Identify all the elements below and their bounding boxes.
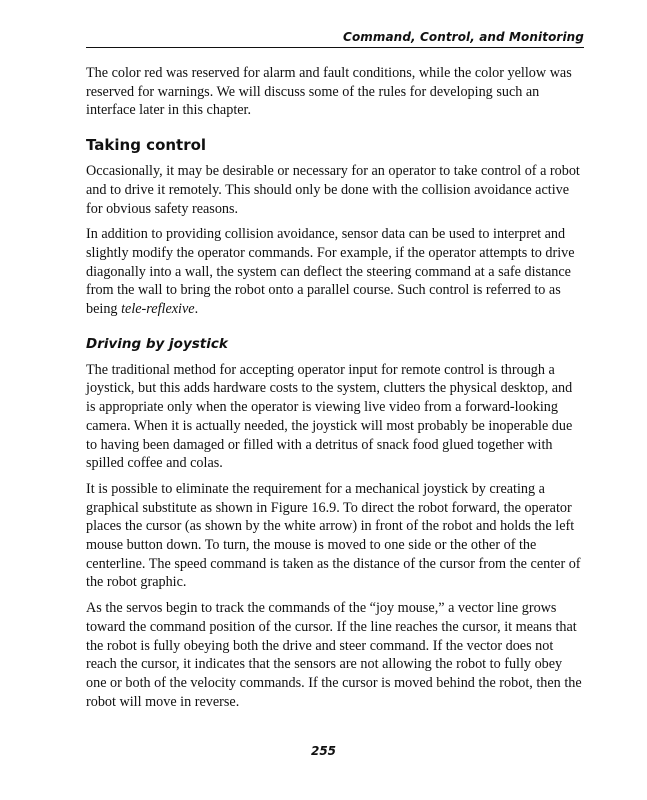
paragraph-text: . <box>194 301 199 318</box>
heading-taking-control: Taking control <box>86 136 207 155</box>
paragraph-joystick-3: As the servos begin to track the commands of the “joy mouse,” a vector line grows toward the command position of the cursor. If the line reaches the cursor, it means that the robot is fully obeying both the drive and steer command. If the vector does not reach the cursor, it indicates that the sensors are not allowing the robot to fully obey one or both of the velocity commands. If the cursor is moved behind the robot, then the robot will move in reverse. <box>86 600 582 710</box>
page-number: 255 <box>310 744 337 758</box>
page-body <box>86 64 584 718</box>
paragraph-joystick-1: The traditional method for accepting operator input for remote control is through a joystick, but this adds hardware costs to the system, clutters the physical desktop, and is appropriate only when the operator is viewing live video from a forward-looking camera. When it is actually needed, the joystick will most probably be inoperable due to having been damaged or filled with a detritus of snack food glued together with spilled coffee and colas. <box>86 361 573 472</box>
term-tele-reflexive: tele-reflexive <box>121 301 195 318</box>
paragraph-joystick-2: It is possible to eliminate the requirement for a mechanical joystick by creating a graphical substitute as shown in Figure 16.9. To direct the robot forward, the operator places the cursor (as shown by the white arrow) in front of the robot and holds the left mouse button down. To turn, the mouse is moved to one side or the other of the centerline. The speed command is taken as the distance of the cursor from the center of the robot graphic. <box>86 480 581 591</box>
paragraph-intro: The color red was reserved for alarm and fault conditions, while the color yellow was reserved for warnings. We will discuss some of the rules for developing such an interface later in this chapter. <box>86 65 572 119</box>
heading-driving-by-joystick: Driving by joystick <box>86 335 228 352</box>
running-head: Command, Control, and Monitoring <box>343 30 584 44</box>
paragraph-taking-control-1: Occasionally, it may be desirable or necessary for an operator to take control of a robot and to drive it remotely. This should only be done with the collision avoidance active for obvious safety reasons. <box>86 163 580 217</box>
header-rule <box>86 47 584 48</box>
paragraph-taking-control-2 <box>86 225 584 319</box>
paragraph-text: In addition to providing collision avoidance, sensor data can be used to interpret and slightly modify the operator commands. For example, if the operator attempts to drive diagonally into a wall, the system can deflect the steering command at a safe distance from the wall to bring the robot onto a parallel course. Such control is referred to as being <box>86 226 575 318</box>
